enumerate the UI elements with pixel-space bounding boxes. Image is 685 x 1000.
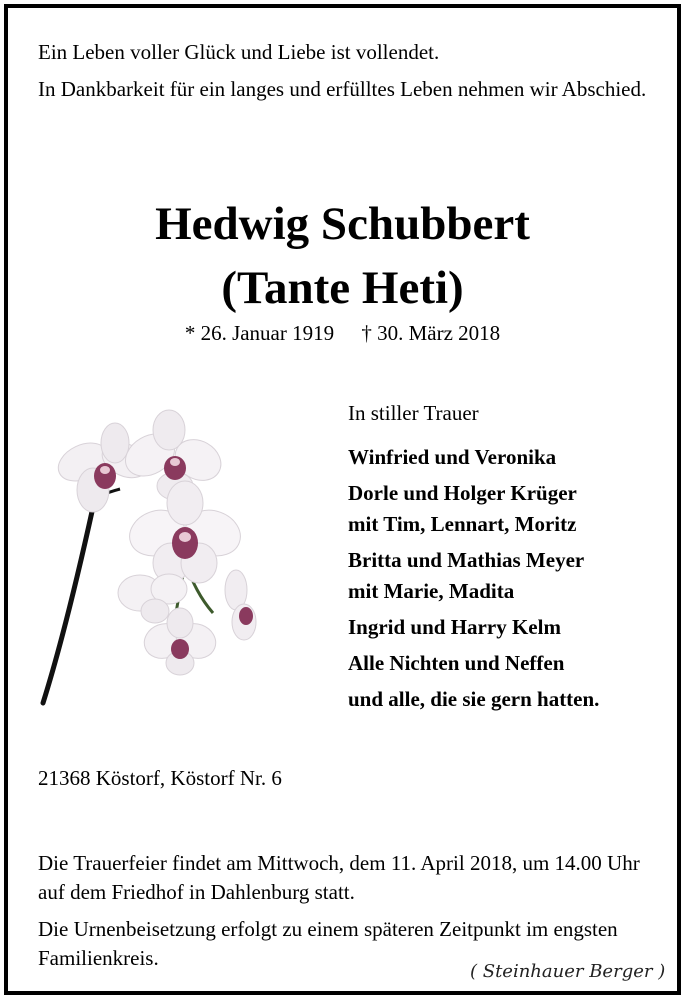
orchid-flower-3 <box>123 481 247 583</box>
mourner-group <box>348 478 668 540</box>
ceremony-info: Die Trauerfeier findet am Mittwoch, dem 11. April 2018, um 14.00 Uhr auf dem Friedhof in Dahlenburg statt. <box>38 851 640 904</box>
intro-line-1: Ein Leben voller Glück und Liebe ist vollendet. <box>38 40 440 64</box>
signature: ( Steinhauer Berger ) <box>470 961 666 982</box>
obituary-frame <box>4 4 681 995</box>
birth-date: * 26. Januar 1919 <box>184 321 335 345</box>
mourner-line: Britta und Mathias Meyer <box>348 548 585 572</box>
mourner-line: und alle, die sie gern hatten. <box>348 687 600 711</box>
deceased-name: Hedwig Schubbert <box>155 198 530 250</box>
mourners-list <box>348 442 668 720</box>
mourner-line: mit Tim, Lennart, Moritz <box>348 512 577 536</box>
death-date: † 30. März 2018 <box>361 321 501 345</box>
address: 21368 Köstorf, Köstorf Nr. 6 <box>38 766 282 790</box>
life-dates <box>8 321 677 346</box>
mourner-line: Winfried und Veronika <box>348 445 557 469</box>
mourner-line: mit Marie, Madita <box>348 579 515 603</box>
orchid-image <box>35 403 275 708</box>
mourner-group <box>348 684 668 715</box>
mourner-line: Ingrid und Harry Kelm <box>348 615 561 639</box>
mourner-group <box>348 612 668 643</box>
mourner-line: Alle Nichten und Neffen <box>348 651 565 675</box>
mourner-group <box>348 648 668 679</box>
urn-info: Die Urnenbeisetzung erfolgt zu einem späteren Zeitpunkt im engsten Familienkreis. <box>38 917 618 970</box>
mourner-group <box>348 442 668 473</box>
intro-text <box>38 38 648 112</box>
mourner-line: Dorle und Holger Krüger <box>348 481 577 505</box>
mourner-group <box>348 545 668 607</box>
orchid-flower-6 <box>225 570 256 640</box>
intro-line-2: In Dankbarkeit für ein langes und erfülltes Leben nehmen wir Abschied. <box>38 77 647 101</box>
mourning-heading: In stiller Trauer <box>348 401 479 425</box>
deceased-nickname: (Tante Heti) <box>221 262 464 314</box>
